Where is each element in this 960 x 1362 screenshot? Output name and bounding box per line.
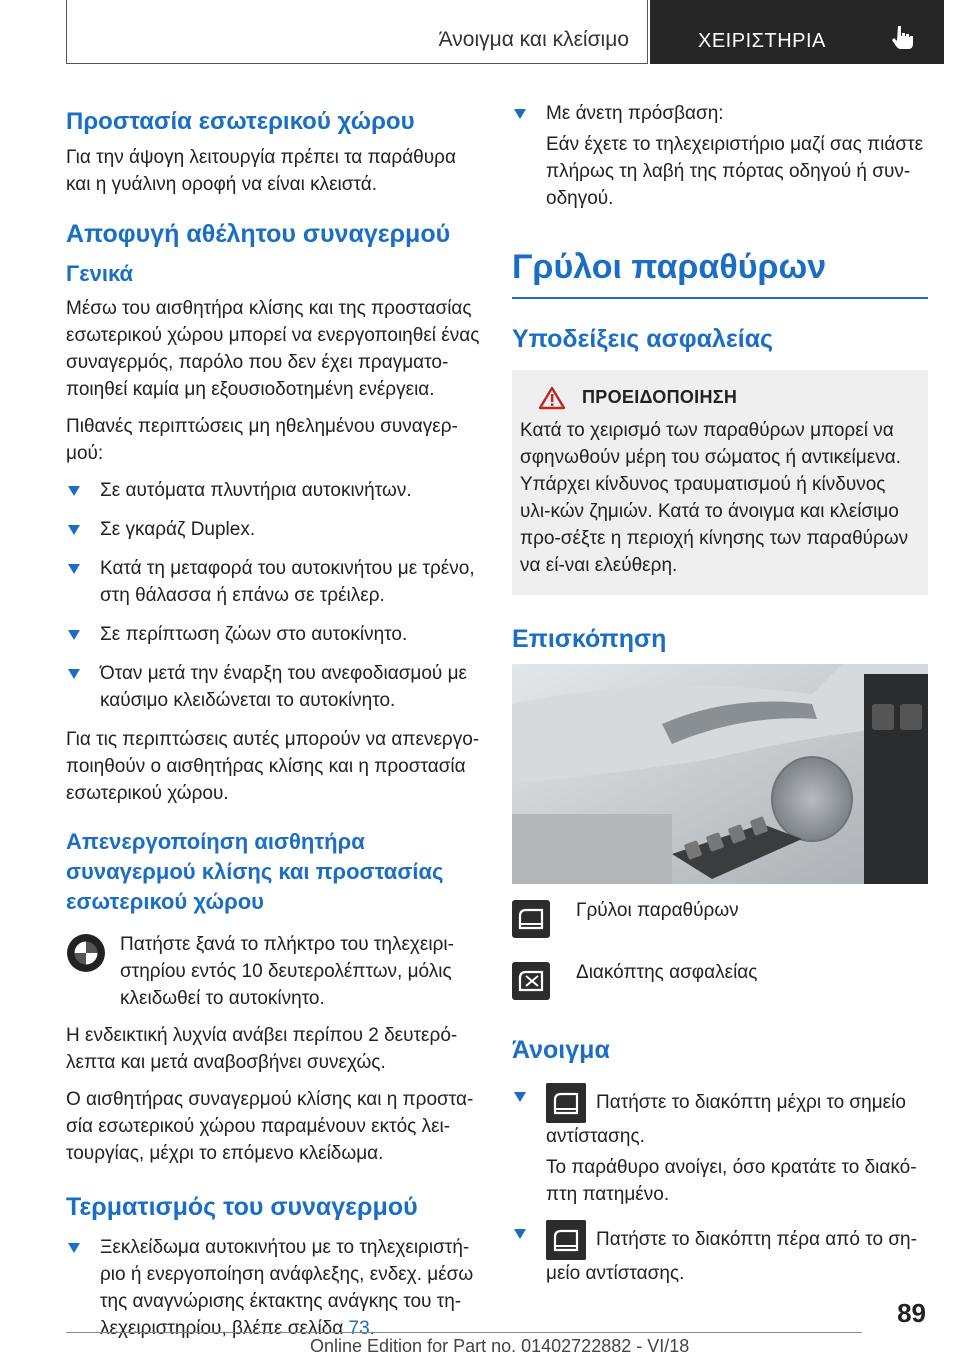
triangle-bullet-icon [68,525,80,535]
legend-label-safety-switch: Διακόπτης ασφαλείας [576,962,758,983]
triangle-bullet-icon [68,630,80,640]
hand-pointer-icon [890,24,916,50]
page-link[interactable]: 73 [348,1318,370,1339]
window-switch-icon [546,1083,586,1123]
list-item: Με άνετη πρόσβαση: Εάν έχετε το τηλεχειριστήριο μαζί σας πιάστε πλήρως τη λαβή της πόρτας οδηγού ή συν‐οδηγού. [512,100,928,212]
warning-text: Κατά το χειρισμό των παραθύρων μπορεί να σφηνωθούν μέρη του σώματος ή αντικείμενα. Υπάρχει κίνδυνος τραυματισμού ή κίνδυνος υλι‐κών ζημιών. Κατά το άνοιγμα και κλείσιμο προ‐σέξτε η περιοχή κίνησης των παραθύρων να εί‐ναι ελεύθερη. [520,420,909,576]
warning-triangle-icon [538,386,566,410]
para-lamp: Η ενδεικτική λυχνία ανάβει περίπου 2 δευτερό‐λεπτα και μετά αναβοσβήνει συνεχώς. [66,1025,458,1073]
para-cases: Πιθανές περιπτώσεις μη ηθελημένου συναγερ‐μού: [66,416,458,464]
triangle-bullet-icon [68,1243,80,1253]
triangle-bullet-icon [514,109,526,119]
triangle-bullet-icon [514,1229,526,1239]
heading-open: Άνοιγμα [512,1036,610,1064]
legend-label-window-lift: Γρύλοι παραθύρων [576,900,739,921]
triangle-bullet-icon [68,669,80,679]
list-item: Κατά τη μεταφορά του αυτοκινήτου με τρένο, στη θάλασσα ή επάνω σε τρέιλερ. [66,555,480,609]
triangle-bullet-icon [68,564,80,574]
page-number: 89 [897,1298,926,1328]
header-section-box [66,0,648,64]
door-panel-photo [512,664,928,884]
list-item: Σε γκαράζ Duplex. [66,516,480,543]
para-interior: Για την άψογη λειτουργία πρέπει τα παράθυρα και η γυάλινη οροφή να είναι κλειστά. [66,147,456,195]
list-item: Σε περίπτωση ζώων στο αυτοκίνητο. [66,621,480,648]
left-column [66,108,480,1354]
heading-avoid-alarm: Αποφυγή αθέλητου συναγερμού [66,220,451,248]
heading-window-lifts: Γρύλοι παραθύρων [512,248,928,299]
header-section-title: Άνοιγμα και κλείσιμο [438,28,629,51]
heading-overview: Επισκόπηση [512,625,667,653]
door-panel-illustration [512,664,928,884]
legend-row-safety-switch [512,962,928,1014]
heading-general: Γενικά [66,261,134,286]
window-switch-icon [512,900,550,938]
list-item: Όταν μετά την έναρξη του ανεφοδιασμού με καύσιμο κλειδώνεται το αυτοκίνητο. [66,660,480,714]
list-item: Σε αυτόματα πλυντήρια αυτοκινήτων. [66,477,480,504]
header-chapter-title: ΧΕΙΡΙΣΤΗΡΙΑ [698,30,826,52]
heading-deactivate: Απενεργοποίηση αισθητήρα συναγερμού κλίσης και προστασίας εσωτερικού χώρου [66,829,444,914]
list-item: Πατήστε το διακόπτη πέρα από το ση‐μείο αντίστασης. [512,1220,928,1287]
list-item: Ξεκλείδωμα αυτοκινήτου με το τηλεχειριστή‐ριο ή ενεργοποίηση ανάφλεξης, ενδεχ. μέσω της αναγνώρισης έκτακτης ανάγκης του τη‐λεχειριστηρίου, βλέπε σελίδα 73. [66,1234,480,1342]
footer-divider [66,1332,862,1333]
heading-end-alarm: Τερματισμός του συναγερμού [66,1193,418,1221]
triangle-bullet-icon [68,486,80,496]
para-press: Πατήστε ξανά το πλήκτρο του τηλεχειρι‐στηρίου εντός 10 δευτερολέπτων, μόλις κλειδωθεί το αυτοκίνητο. [120,934,454,1009]
bmw-logo-icon [66,933,106,973]
legend-row-window-lift [512,900,928,952]
para-remain: Ο αισθητήρας συναγερμού κλίσης και η προστα‐σία εσωτερικού χώρου παραμένουν εκτός λει‐τουργίας, μέχρι το επόμενο κλείδωμα. [66,1089,474,1164]
heading-safety: Υποδείξεις ασφαλείας [512,325,774,353]
heading-interior-protection: Προστασία εσωτερικού χώρου [66,108,415,135]
para-general: Μέσω του αισθητήρα κλίσης και της προστασίας εσωτερικού χώρου μπορεί να ενεργοποιηθεί ένας συναγερμός, παρόλο που δεν έχει πραγματο‐ποιηθεί καμία μη εξουσιοδοτημένη ενέργεια. [66,298,480,400]
list-item: Πατήστε το διακόπτη μέχρι το σημείο αντίστασης. Το παράθυρο ανοίγει, όσο κρατάτε το διακό‐πτη πατημένο. [512,1083,928,1208]
triangle-bullet-icon [514,1092,526,1102]
footer-edition: Online Edition for Part no. 01402722882 - VI/18 [310,1336,690,1356]
warning-box [512,370,928,595]
safety-switch-icon [512,962,550,1000]
header-chapter-tab [650,0,944,64]
bmw-key-instruction [66,931,480,1012]
para-disable: Για τις περιπτώσεις αυτές μπορούν να απενεργο‐ποιηθούν ο αισθητήρας κλίσης και η προστασία εσωτερικού χώρου. [66,729,480,804]
right-column [512,100,928,1299]
window-switch-icon [546,1220,586,1260]
warning-title: ΠΡΟΕΙΔΟΠΟΙΗΣΗ [582,387,738,407]
